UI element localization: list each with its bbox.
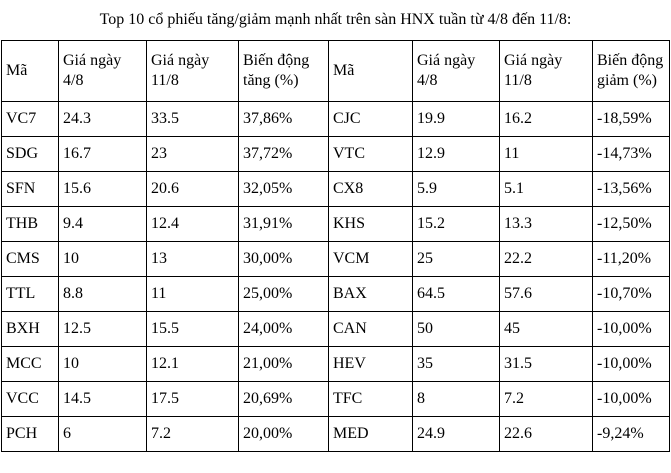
gain-code-cell: VC7 bbox=[2, 102, 59, 137]
header-gain-price-end: Giá ngày 11/8 bbox=[147, 41, 239, 102]
table-caption: Top 10 cổ phiếu tăng/giảm mạnh nhất trên sàn HNX tuần từ 4/8 đến 11/8: bbox=[99, 11, 572, 28]
header-loss-change: Biến động giảm (%) bbox=[593, 41, 670, 102]
loss-price-end-cell: 7.2 bbox=[500, 382, 593, 417]
gain-change-cell: 31,91% bbox=[239, 207, 329, 242]
loss-change-cell: -10,00% bbox=[593, 347, 670, 382]
gain-code-cell: BXH bbox=[2, 312, 59, 347]
loss-price-start-cell: 5.9 bbox=[413, 172, 500, 207]
loss-price-end-cell: 13.3 bbox=[500, 207, 593, 242]
table-row bbox=[2, 347, 670, 382]
loss-code-cell: KHS bbox=[329, 207, 413, 242]
loss-change-cell: -9,24% bbox=[593, 417, 670, 452]
gain-price-start-cell: 10 bbox=[59, 347, 147, 382]
table-row bbox=[2, 242, 670, 277]
loss-code-cell: HEV bbox=[329, 347, 413, 382]
gain-price-end-cell: 20.6 bbox=[147, 172, 239, 207]
gain-price-end-cell: 33.5 bbox=[147, 102, 239, 137]
gain-change-cell: 37,72% bbox=[239, 137, 329, 172]
loss-code-cell: BAX bbox=[329, 277, 413, 312]
loss-change-cell: -12,50% bbox=[593, 207, 670, 242]
loss-price-end-cell: 22.2 bbox=[500, 242, 593, 277]
loss-price-start-cell: 19.9 bbox=[413, 102, 500, 137]
gain-code-cell: SFN bbox=[2, 172, 59, 207]
table-row bbox=[2, 312, 670, 347]
table-row bbox=[2, 382, 670, 417]
loss-price-end-cell: 31.5 bbox=[500, 347, 593, 382]
gain-change-cell: 21,00% bbox=[239, 347, 329, 382]
header-loss-price-start: Giá ngày 4/8 bbox=[413, 41, 500, 102]
loss-price-start-cell: 12.9 bbox=[413, 137, 500, 172]
loss-code-cell: CJC bbox=[329, 102, 413, 137]
loss-price-start-cell: 50 bbox=[413, 312, 500, 347]
gain-change-cell: 20,69% bbox=[239, 382, 329, 417]
loss-code-cell: TFC bbox=[329, 382, 413, 417]
gain-price-end-cell: 15.5 bbox=[147, 312, 239, 347]
gain-code-cell: VCC bbox=[2, 382, 59, 417]
gain-price-start-cell: 16.7 bbox=[59, 137, 147, 172]
header-row bbox=[2, 41, 670, 102]
gain-change-cell: 30,00% bbox=[239, 242, 329, 277]
loss-code-cell: MED bbox=[329, 417, 413, 452]
table-row bbox=[2, 207, 670, 242]
loss-price-start-cell: 15.2 bbox=[413, 207, 500, 242]
gain-code-cell: SDG bbox=[2, 137, 59, 172]
loss-change-cell: -10,00% bbox=[593, 382, 670, 417]
gain-price-end-cell: 12.4 bbox=[147, 207, 239, 242]
loss-change-cell: -14,73% bbox=[593, 137, 670, 172]
loss-price-start-cell: 24.9 bbox=[413, 417, 500, 452]
loss-price-start-cell: 35 bbox=[413, 347, 500, 382]
loss-price-end-cell: 57.6 bbox=[500, 277, 593, 312]
table-row bbox=[2, 417, 670, 452]
gain-price-end-cell: 13 bbox=[147, 242, 239, 277]
gain-price-start-cell: 12.5 bbox=[59, 312, 147, 347]
loss-price-end-cell: 45 bbox=[500, 312, 593, 347]
gain-price-end-cell: 7.2 bbox=[147, 417, 239, 452]
loss-change-cell: -10,00% bbox=[593, 312, 670, 347]
header-gain-change: Biến động tăng (%) bbox=[239, 41, 329, 102]
table-row bbox=[2, 137, 670, 172]
loss-price-end-cell: 11 bbox=[500, 137, 593, 172]
gain-price-end-cell: 17.5 bbox=[147, 382, 239, 417]
loss-change-cell: -13,56% bbox=[593, 172, 670, 207]
loss-code-cell: CX8 bbox=[329, 172, 413, 207]
loss-price-start-cell: 25 bbox=[413, 242, 500, 277]
gain-price-start-cell: 15.6 bbox=[59, 172, 147, 207]
loss-code-cell: VCM bbox=[329, 242, 413, 277]
gain-code-cell: CMS bbox=[2, 242, 59, 277]
loss-change-cell: -10,70% bbox=[593, 277, 670, 312]
table-row bbox=[2, 277, 670, 312]
gain-price-start-cell: 24.3 bbox=[59, 102, 147, 137]
gain-price-start-cell: 6 bbox=[59, 417, 147, 452]
gain-change-cell: 25,00% bbox=[239, 277, 329, 312]
header-gain-code: Mã bbox=[2, 41, 59, 102]
header-gain-price-start: Giá ngày 4/8 bbox=[59, 41, 147, 102]
gain-price-end-cell: 11 bbox=[147, 277, 239, 312]
loss-change-cell: -18,59% bbox=[593, 102, 670, 137]
gain-price-start-cell: 8.8 bbox=[59, 277, 147, 312]
gain-price-start-cell: 9.4 bbox=[59, 207, 147, 242]
loss-code-cell: VTC bbox=[329, 137, 413, 172]
gain-code-cell: PCH bbox=[2, 417, 59, 452]
gain-code-cell: THB bbox=[2, 207, 59, 242]
stock-movers-table bbox=[1, 40, 670, 452]
gain-change-cell: 24,00% bbox=[239, 312, 329, 347]
gain-change-cell: 20,00% bbox=[239, 417, 329, 452]
table-row bbox=[2, 172, 670, 207]
gain-price-start-cell: 10 bbox=[59, 242, 147, 277]
gain-price-end-cell: 23 bbox=[147, 137, 239, 172]
gain-change-cell: 37,86% bbox=[239, 102, 329, 137]
gain-code-cell: MCC bbox=[2, 347, 59, 382]
gain-change-cell: 32,05% bbox=[239, 172, 329, 207]
gain-price-start-cell: 14.5 bbox=[59, 382, 147, 417]
loss-price-start-cell: 8 bbox=[413, 382, 500, 417]
header-loss-price-end: Giá ngày 11/8 bbox=[500, 41, 593, 102]
gain-code-cell: TTL bbox=[2, 277, 59, 312]
gain-price-end-cell: 12.1 bbox=[147, 347, 239, 382]
loss-price-end-cell: 16.2 bbox=[500, 102, 593, 137]
loss-code-cell: CAN bbox=[329, 312, 413, 347]
loss-change-cell: -11,20% bbox=[593, 242, 670, 277]
loss-price-end-cell: 5.1 bbox=[500, 172, 593, 207]
table-row bbox=[2, 102, 670, 137]
loss-price-end-cell: 22.6 bbox=[500, 417, 593, 452]
header-loss-code: Mã bbox=[329, 41, 413, 102]
loss-price-start-cell: 64.5 bbox=[413, 277, 500, 312]
